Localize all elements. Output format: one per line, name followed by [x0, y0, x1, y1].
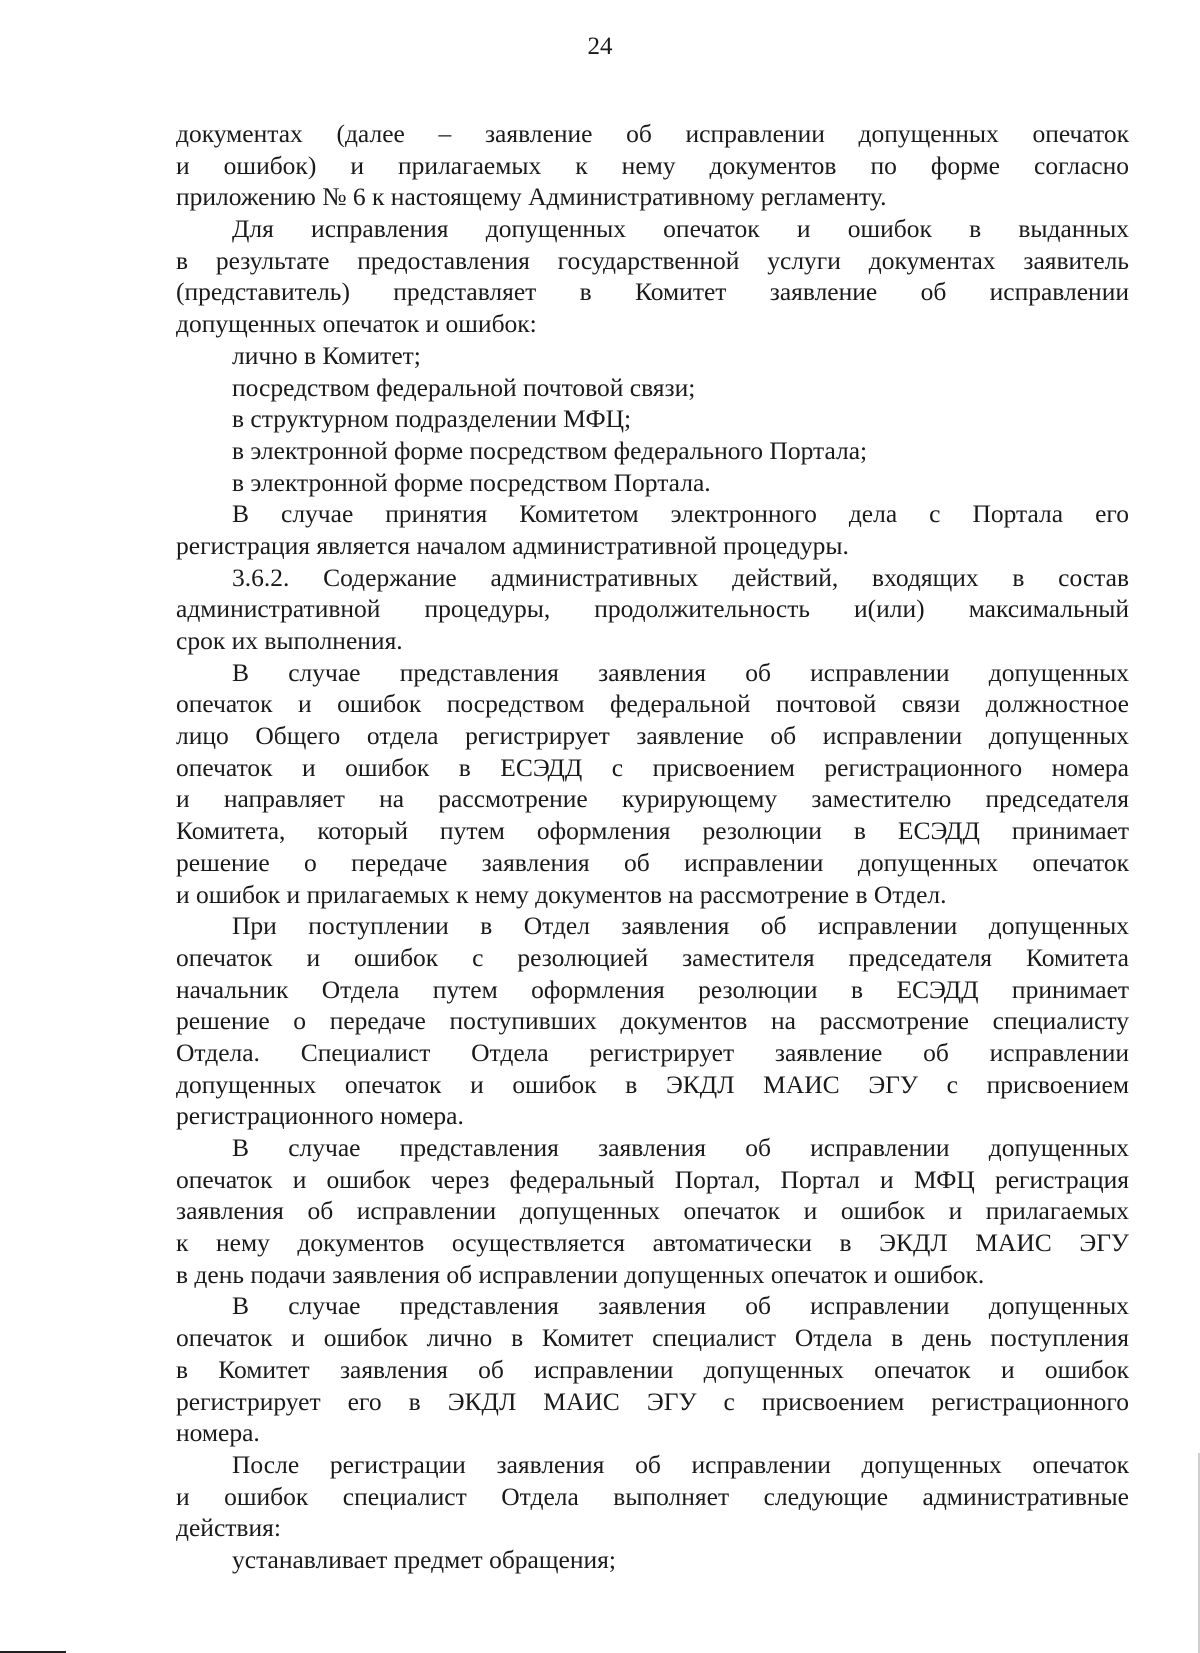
- text-line: в Комитет заявления об исправлении допущенных опечаток и ошибок: [176, 1354, 1129, 1384]
- text-line: лицо Общего отдела регистрирует заявление об исправлении допущенных: [176, 721, 1129, 751]
- text-line: (представитель) представляет в Комитет заявление об исправлении: [176, 277, 1129, 307]
- text-line: В случае представления заявления об исправлении допущенных: [232, 657, 1129, 687]
- text-line: опечаток и ошибок лично в Комитет специалист Отдела в день поступления: [176, 1323, 1129, 1353]
- text-line: допущенных опечаток и ошибок:: [176, 309, 537, 339]
- text-line: Комитета, который путем оформления резолюции в ЕСЭДД принимает: [176, 816, 1129, 846]
- text-line: и ошибок специалист Отдела выполняет следующие административные: [176, 1481, 1129, 1511]
- list-item: устанавливает предмет обращения;: [232, 1544, 616, 1574]
- list-item: лично в Комитет;: [232, 340, 421, 370]
- text-line: в результате предоставления государственной услуги документах заявитель: [176, 245, 1129, 275]
- list-item: посредством федеральной почтовой связи;: [232, 372, 696, 402]
- section-heading: административной процедуры, продолжительность и(или) максимальный: [176, 594, 1129, 624]
- text-line: При поступлении в Отдел заявления об исправлении допущенных: [232, 911, 1129, 941]
- text-line: регистрация является началом административной процедуры.: [176, 530, 849, 560]
- text-line: После регистрации заявления об исправлении допущенных опечаток: [232, 1449, 1129, 1479]
- section-heading: срок их выполнения.: [176, 626, 403, 655]
- list-item: в электронной форме посредством федерального Портала;: [232, 435, 868, 465]
- document-body: [176, 118, 1129, 1576]
- text-line: к нему документов осуществляется автоматически в ЭКДЛ МАИС ЭГУ: [176, 1228, 1129, 1258]
- text-line: и ошибок) и прилагаемых к нему документов по форме согласно: [176, 150, 1129, 180]
- text-line: документах (далее – заявление об исправлении допущенных опечаток: [176, 119, 1129, 148]
- text-line: В случае принятия Комитетом электронного дела с Портала его: [232, 499, 1129, 529]
- text-line: Для исправления допущенных опечаток и ошибок в выданных: [232, 214, 1129, 244]
- list-item: в электронной форме посредством Портала.: [232, 467, 711, 497]
- list-item: в структурном подразделении МФЦ;: [232, 404, 632, 434]
- text-line: регистрационного номера.: [176, 1101, 464, 1131]
- text-line: опечаток и ошибок в ЕСЭДД с присвоением регистрационного номера: [176, 752, 1129, 782]
- text-line: решение о передаче поступивших документов на рассмотрение специалисту: [176, 1006, 1129, 1036]
- text-line: В случае представления заявления об исправлении допущенных: [232, 1133, 1129, 1162]
- text-line: опечаток и ошибок посредством федеральной почтовой связи должностное: [176, 689, 1129, 719]
- text-line: опечаток и ошибок через федеральный Портал, Портал и МФЦ регистрация: [176, 1164, 1129, 1194]
- text-line: действия:: [176, 1513, 281, 1543]
- text-line: и ошибок и прилагаемых к нему документов на рассмотрение в Отдел.: [176, 879, 947, 909]
- page-number: 24: [587, 33, 613, 60]
- text-line: Отдела. Специалист Отдела регистрирует заявление об исправлении: [176, 1037, 1129, 1067]
- text-line: регистрирует его в ЭКДЛ МАИС ЭГУ с присвоением регистрационного: [176, 1386, 1129, 1416]
- text-line: решение о передаче заявления об исправлении допущенных опечаток: [176, 847, 1129, 877]
- text-line: В случае представления заявления об исправлении допущенных: [232, 1291, 1129, 1321]
- text-line: начальник Отдела путем оформления резолюции в ЕСЭДД принимает: [176, 974, 1129, 1004]
- text-line: номера.: [176, 1418, 260, 1448]
- section-heading: 3.6.2. Содержание административных действий, входящих в состав: [232, 562, 1129, 592]
- text-line: в день подачи заявления об исправлении допущенных опечаток и ошибок.: [176, 1259, 985, 1289]
- text-line: заявления об исправлении допущенных опечаток и ошибок и прилагаемых: [176, 1196, 1129, 1226]
- text-line: и направляет на рассмотрение курирующему заместителю председателя: [176, 784, 1129, 814]
- text-line: опечаток и ошибок с резолюцией заместителя председателя Комитета: [176, 942, 1129, 972]
- text-line: приложению № 6 к настоящему Административному регламенту.: [176, 182, 887, 212]
- text-line: допущенных опечаток и ошибок в ЭКДЛ МАИС ЭГУ с присвоением: [176, 1069, 1129, 1099]
